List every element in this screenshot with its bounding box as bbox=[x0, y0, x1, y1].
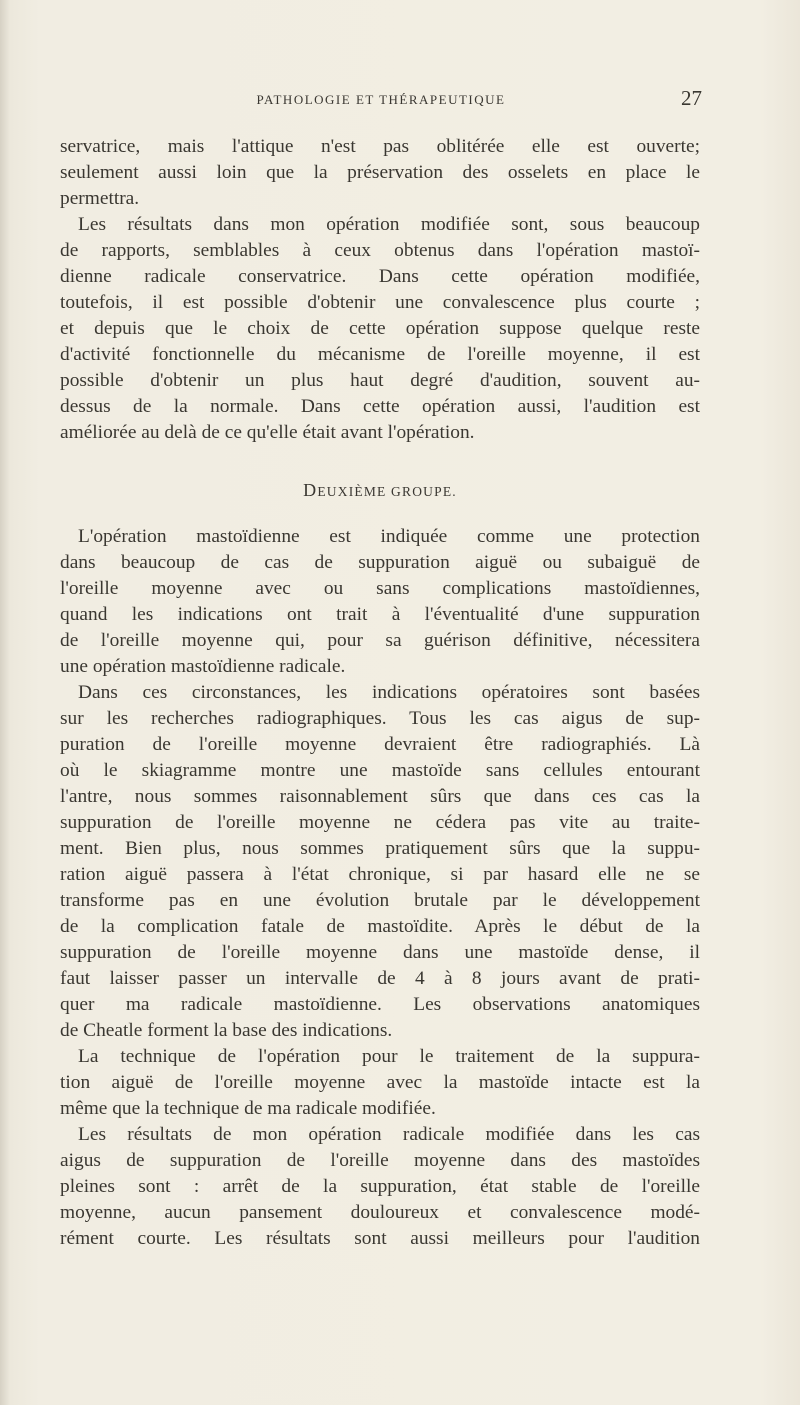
text-line: quer ma radicale mastoïdienne. Les observations anatomiques bbox=[60, 994, 700, 1015]
text-line: suppuration de l'oreille moyenne ne cédera pas vite au traite- bbox=[60, 812, 700, 833]
text-line: permettra. bbox=[60, 188, 140, 209]
text-line: sur les recherches radiographiques. Tous les cas aigus de sup- bbox=[60, 708, 700, 729]
text-line: ration aiguë passera à l'état chronique, si par hasard elle ne se bbox=[60, 864, 700, 885]
text-line: faut laisser passer un intervalle de 4 à 8 jours avant de prati- bbox=[60, 968, 700, 989]
text-line: ment. Bien plus, nous sommes pratiquement sûrs que la suppu- bbox=[60, 838, 700, 859]
text-line: transforme pas en une évolution brutale par le développement bbox=[60, 890, 700, 911]
text-line: L'opération mastoïdienne est indiquée comme une protection bbox=[78, 526, 700, 547]
text-line: Dans ces circonstances, les indications opératoires sont basées bbox=[78, 682, 700, 703]
text-line: rément courte. Les résultats sont aussi meilleurs pour l'audition bbox=[60, 1228, 700, 1249]
text-line: servatrice, mais l'attique n'est pas oblitérée elle est ouverte; bbox=[60, 136, 700, 157]
text-line: de la complication fatale de mastoïdite. Après le début de la bbox=[60, 916, 700, 937]
text-line: une opération mastoïdienne radicale. bbox=[60, 656, 346, 677]
text-line: tion aiguë de l'oreille moyenne avec la mastoïde intacte est la bbox=[60, 1072, 700, 1093]
text-line: de Cheatle forment la base des indications. bbox=[60, 1020, 393, 1041]
text-line: toutefois, il est possible d'obtenir une convalescence plus courte ; bbox=[60, 292, 700, 313]
text-line: l'antre, nous sommes raisonnablement sûrs que dans ces cas la bbox=[60, 786, 700, 807]
text-line: même que la technique de ma radicale modifiée. bbox=[60, 1098, 436, 1119]
text-line: d'activité fonctionnelle du mécanisme de l'oreille moyenne, il est bbox=[60, 344, 700, 365]
text-line: suppuration de l'oreille moyenne dans une mastoïde dense, il bbox=[60, 942, 700, 963]
section-heading bbox=[60, 480, 700, 501]
text-line: où le skiagramme montre une mastoïde sans cellules entourant bbox=[60, 760, 700, 781]
text-line: quand les indications ont trait à l'éventualité d'une suppuration bbox=[60, 604, 700, 625]
text-line: puration de l'oreille moyenne devraient être radiographiés. Là bbox=[60, 734, 700, 755]
text-line: aigus de suppuration de l'oreille moyenne dans des mastoïdes bbox=[60, 1150, 700, 1171]
running-title: PATHOLOGIE ET THÉRAPEUTIQUE bbox=[256, 92, 506, 107]
text-line: pleines sont : arrêt de la suppuration, état stable de l'oreille bbox=[60, 1176, 700, 1197]
text-line: de l'oreille moyenne qui, pour sa guérison définitive, nécessitera bbox=[60, 630, 700, 651]
text-line: et depuis que le choix de cette opération suppose quelque reste bbox=[60, 318, 700, 339]
page-number: 27 bbox=[681, 86, 702, 110]
text-line: Les résultats dans mon opération modifiée sont, sous beaucoup bbox=[78, 214, 700, 235]
text-line: possible d'obtenir un plus haut degré d'audition, souvent au- bbox=[60, 370, 700, 391]
text-line: dienne radicale conservatrice. Dans cette opération modifiée, bbox=[60, 266, 700, 287]
text-line: seulement aussi loin que la préservation des osselets en place le bbox=[60, 162, 700, 183]
text-line: moyenne, aucun pansement douloureux et convalescence modé- bbox=[60, 1202, 700, 1223]
section-heading-rest: EUXIÈME GROUPE. bbox=[317, 484, 457, 499]
text-line: améliorée au delà de ce qu'elle était avant l'opération. bbox=[60, 422, 475, 443]
text-line: l'oreille moyenne avec ou sans complications mastoïdiennes, bbox=[60, 578, 700, 599]
section-heading-initial: D bbox=[303, 480, 318, 500]
text-line: dans beaucoup de cas de suppuration aiguë ou subaiguë de bbox=[60, 552, 700, 573]
text-line: La technique de l'opération pour le traitement de la suppura- bbox=[78, 1046, 700, 1067]
page-header bbox=[60, 86, 702, 116]
text-line: Les résultats de mon opération radicale modifiée dans les cas bbox=[78, 1124, 700, 1145]
text-line: de rapports, semblables à ceux obtenus dans l'opération mastoï- bbox=[60, 240, 700, 261]
text-line: dessus de la normale. Dans cette opération aussi, l'audition est bbox=[60, 396, 700, 417]
